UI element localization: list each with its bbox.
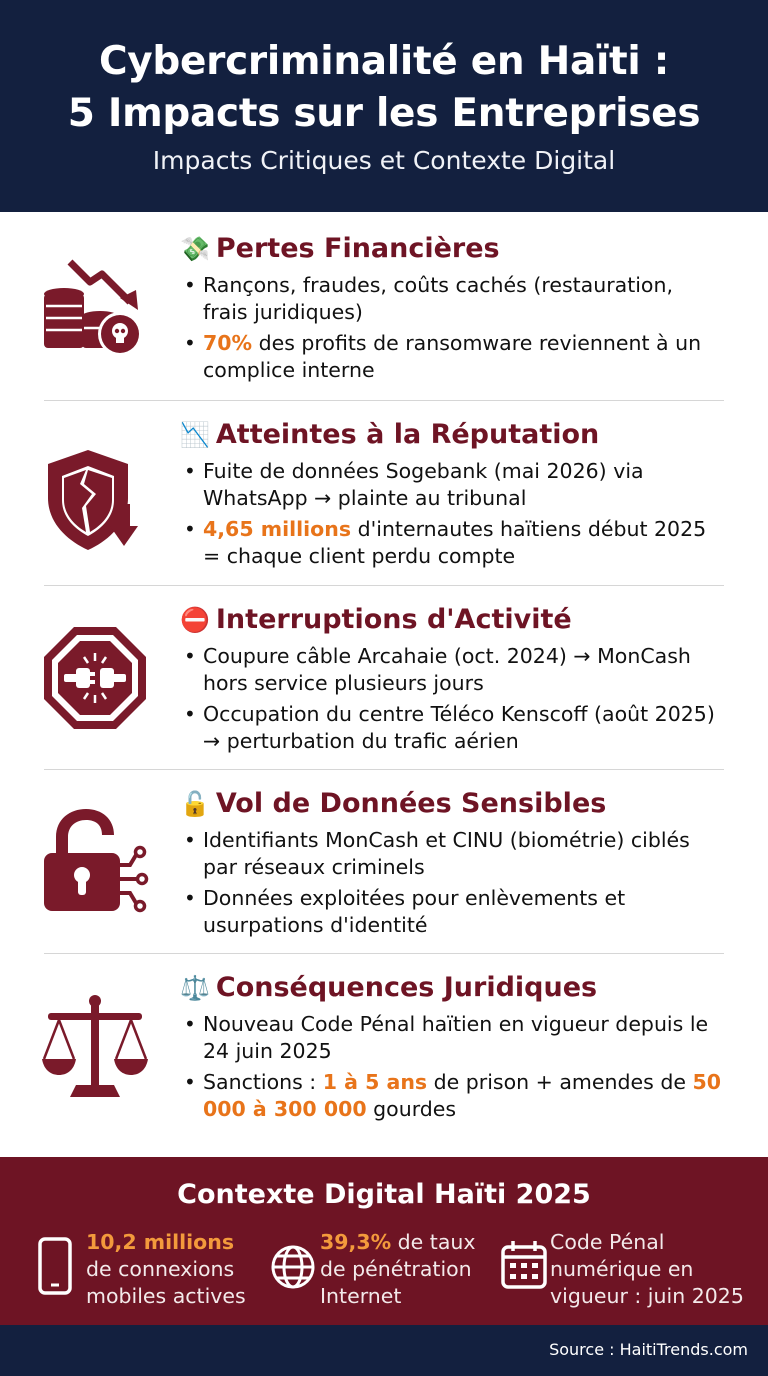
divider	[44, 953, 724, 954]
digital-context-banner	[0, 1157, 768, 1325]
section-content	[180, 971, 724, 1127]
calendar-icon	[500, 1237, 550, 1297]
bullet-item: • Données exploitées pour enlèvements et usurpations d'identité	[180, 885, 724, 939]
globe-icon	[270, 1237, 320, 1297]
section-title: ⛔ Interruptions d'Activité	[180, 604, 572, 635]
smartphone-icon	[36, 1237, 86, 1297]
bullet-item: • Identifiants MonCash et CINU (biométrie) ciblés par réseaux criminels	[180, 827, 724, 881]
divider	[44, 585, 724, 586]
stat-text: Code Pénal numérique en vigueur : juin 2025	[550, 1230, 744, 1308]
section-reputation	[0, 418, 768, 583]
bullet-list	[180, 272, 724, 384]
divider	[44, 400, 724, 401]
section-business-interruption	[0, 603, 768, 768]
bullet-item: • Fuite de données Sogebank (mai 2026) via WhatsApp → plainte au tribunal	[180, 458, 724, 512]
coins-downtrend-skull-icon	[40, 254, 150, 364]
section-content	[180, 232, 724, 388]
section-title: 💸 Pertes Financières	[180, 233, 500, 264]
bullet-item: • Coupure câble Arcahaie (oct. 2024) → MonCash hors service plusieurs jours	[180, 643, 724, 697]
header-banner	[0, 0, 768, 212]
footer-bar	[0, 1325, 768, 1376]
stat-text: 10,2 millions de connexions mobiles actives	[86, 1230, 246, 1308]
section-content	[180, 418, 724, 574]
money-emoji-icon: 💸	[180, 235, 210, 263]
stat-text: 39,3% de taux de pénétration Internet	[320, 1230, 476, 1308]
section-financial-losses	[0, 232, 768, 397]
open-padlock-circuit-icon	[40, 807, 150, 917]
broken-shield-icon	[40, 446, 150, 556]
scales-emoji-icon: ⚖️	[180, 974, 210, 1002]
title-line-2: 5 Impacts sur les Entreprises	[67, 91, 701, 136]
context-title: Contexte Digital Haïti 2025	[177, 1179, 591, 1210]
bullet-list	[180, 643, 724, 755]
section-title: ⚖️ Conséquences Juridiques	[180, 972, 598, 1003]
chart-down-emoji-icon: 📉	[180, 421, 210, 449]
source-credit: Source : HaitiTrends.com	[549, 1340, 748, 1359]
divider	[44, 769, 724, 770]
bullet-item: • Occupation du centre Téléco Kenscoff (août 2025) → perturbation du trafic aérien	[180, 701, 724, 755]
unlocked-emoji-icon: 🔓	[180, 790, 210, 818]
section-content	[180, 603, 724, 759]
section-data-theft	[0, 787, 768, 952]
bullet-list	[180, 827, 724, 939]
bullet-item: • Sanctions : 1 à 5 ans de prison + amendes de 50 000 à 300 000 gourdes	[180, 1069, 724, 1123]
page-subtitle: Impacts Critiques et Contexte Digital	[152, 146, 616, 175]
bullet-item: • Rançons, fraudes, coûts cachés (restauration, frais juridiques)	[180, 272, 724, 326]
title-line-1: Cybercriminalité en Haïti :	[98, 39, 670, 84]
section-title: 📉 Atteintes à la Réputation	[180, 419, 600, 450]
bullet-list	[180, 458, 724, 570]
bullet-list	[180, 1011, 724, 1123]
no-entry-emoji-icon: ⛔	[180, 606, 210, 634]
bullet-item: • Nouveau Code Pénal haïtien en vigueur depuis le 24 juin 2025	[180, 1011, 724, 1065]
page-title	[0, 36, 768, 140]
section-content	[180, 787, 724, 943]
unplugged-stop-sign-icon	[40, 623, 150, 733]
scales-of-justice-icon	[40, 993, 150, 1103]
bullet-item: • 4,65 millions d'internautes haïtiens début 2025 = chaque client perdu compte	[180, 516, 724, 570]
section-legal-consequences	[0, 971, 768, 1141]
section-title: 🔓 Vol de Données Sensibles	[180, 788, 607, 819]
bullet-item: • 70% des profits de ransomware reviennent à un complice interne	[180, 330, 724, 384]
